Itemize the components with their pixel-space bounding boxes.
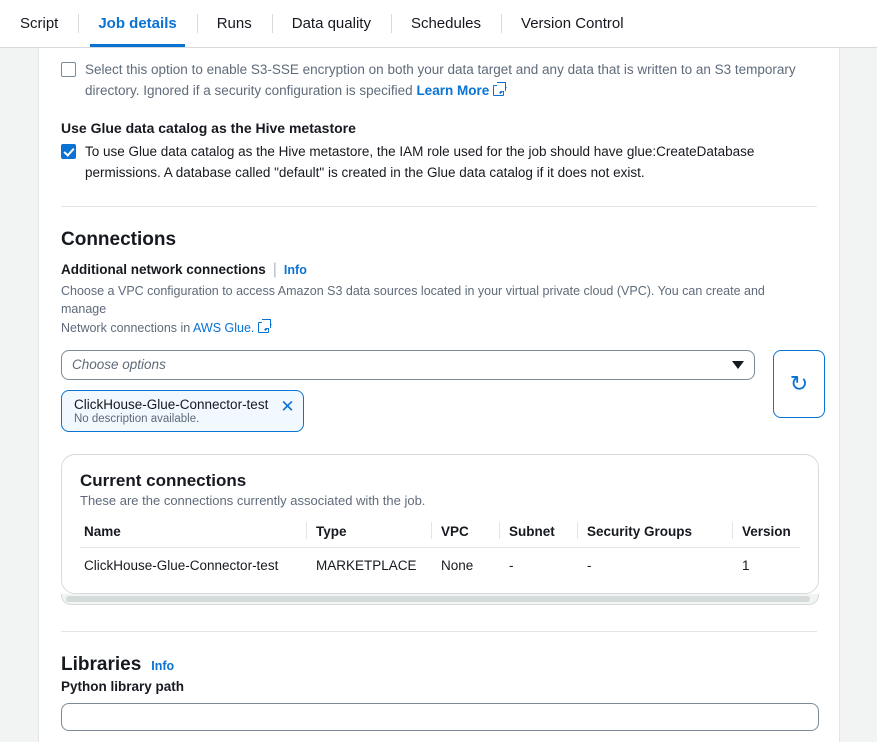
current-connections-subtitle: These are the connections currently associated with the job. (80, 492, 426, 508)
token-subtitle: No description available. (74, 412, 200, 425)
column-header-vpc: VPC (437, 518, 505, 548)
connections-description-line2: Network connections in (61, 321, 191, 336)
hive-metastore-option-row[interactable] (61, 142, 817, 184)
s3-sse-label (85, 60, 805, 102)
column-header-type: Type (312, 518, 437, 548)
info-link-connections[interactable]: Info (283, 262, 307, 277)
connections-section-title: Connections (61, 228, 177, 250)
job-details-panel (38, 48, 840, 742)
chevron-down-icon (732, 361, 744, 369)
tab-label: Job details (98, 15, 177, 32)
divider-connections (61, 206, 817, 207)
additional-network-connections-label: Additional network connections (61, 261, 266, 277)
s3-sse-option-row[interactable] (61, 60, 817, 102)
token-title: ClickHouse-Glue-Connector-test (74, 396, 269, 412)
label-separator: | (272, 260, 277, 278)
cell-subnet: - (509, 557, 514, 573)
connections-multiselect[interactable] (61, 350, 755, 380)
column-header-name: Name (80, 518, 312, 548)
table-row (80, 547, 800, 583)
column-header-subnet: Subnet (505, 518, 583, 548)
column-header-version: Version (738, 518, 800, 548)
table-header-row (80, 518, 800, 548)
hive-metastore-label: To use Glue data catalog as the Hive metastore, the IAM role used for the job should have glue:CreateDatabase permissions. A database called "default" is created in the Glue data catalog if it does not exist. (85, 143, 755, 180)
tab-runs[interactable] (197, 0, 272, 47)
tab-label: Version Control (521, 15, 624, 32)
info-link-libraries[interactable]: Info (151, 658, 175, 673)
connections-select-placeholder: Choose options (72, 357, 166, 373)
additional-network-connections-field (61, 261, 817, 338)
job-tabs (0, 0, 877, 48)
divider-libraries (61, 631, 817, 632)
python-library-path-label: Python library path (61, 678, 185, 694)
hive-metastore-checkbox[interactable] (61, 144, 76, 159)
connections-description (61, 282, 801, 338)
tab-label: Data quality (291, 15, 371, 32)
cell-type: MARKETPLACE (316, 557, 417, 573)
tab-script[interactable] (0, 0, 78, 47)
column-header-security-groups: Security Groups (583, 518, 738, 548)
s3-sse-checkbox[interactable] (61, 62, 76, 77)
cell-name: ClickHouse-Glue-Connector-test (84, 557, 279, 573)
current-connections-box (61, 454, 819, 594)
connections-select-row (61, 350, 817, 432)
current-connections-container (61, 454, 819, 605)
cell-security-groups: - (587, 557, 592, 573)
token-text (74, 397, 268, 425)
table-horizontal-scrollbar[interactable] (61, 594, 819, 605)
refresh-connections-button[interactable] (773, 350, 825, 418)
connections-description-line1: Choose a VPC configuration to access Amazon S3 data sources located in your virtual private cloud (VPC). You can create and manage (61, 283, 765, 317)
cell-version: 1 (742, 557, 750, 573)
close-icon[interactable]: ✕ (280, 396, 295, 416)
external-link-icon (493, 85, 504, 96)
s3-sse-text: Select this option to enable S3-SSE encryption on both your data target and any data that is written to an S3 temporary directory. Ignored if a security configuration is specified (85, 62, 796, 98)
learn-more-link[interactable]: Learn More (416, 82, 490, 98)
selected-connection-token[interactable] (61, 390, 304, 432)
scrollbar-thumb[interactable] (66, 596, 810, 602)
tab-label: Schedules (410, 15, 482, 32)
cell-vpc: None (441, 557, 474, 573)
current-connections-title: Current connections (80, 470, 247, 490)
tab-data-quality[interactable] (272, 0, 391, 47)
external-link-icon (258, 322, 269, 333)
current-connections-table (80, 518, 800, 583)
hive-metastore-heading: Use Glue data catalog as the Hive metastore (61, 119, 356, 136)
aws-glue-link[interactable]: AWS Glue. (193, 321, 255, 336)
tab-schedules[interactable] (391, 0, 501, 47)
tab-label: Runs (216, 15, 252, 32)
tab-job-details[interactable] (78, 0, 196, 47)
tab-version-control[interactable] (501, 0, 644, 47)
refresh-icon: ↻ (789, 370, 809, 396)
libraries-header (61, 654, 817, 676)
python-library-path-input[interactable] (61, 703, 819, 731)
libraries-section-title: Libraries (61, 653, 142, 675)
tab-label: Script (20, 15, 59, 32)
